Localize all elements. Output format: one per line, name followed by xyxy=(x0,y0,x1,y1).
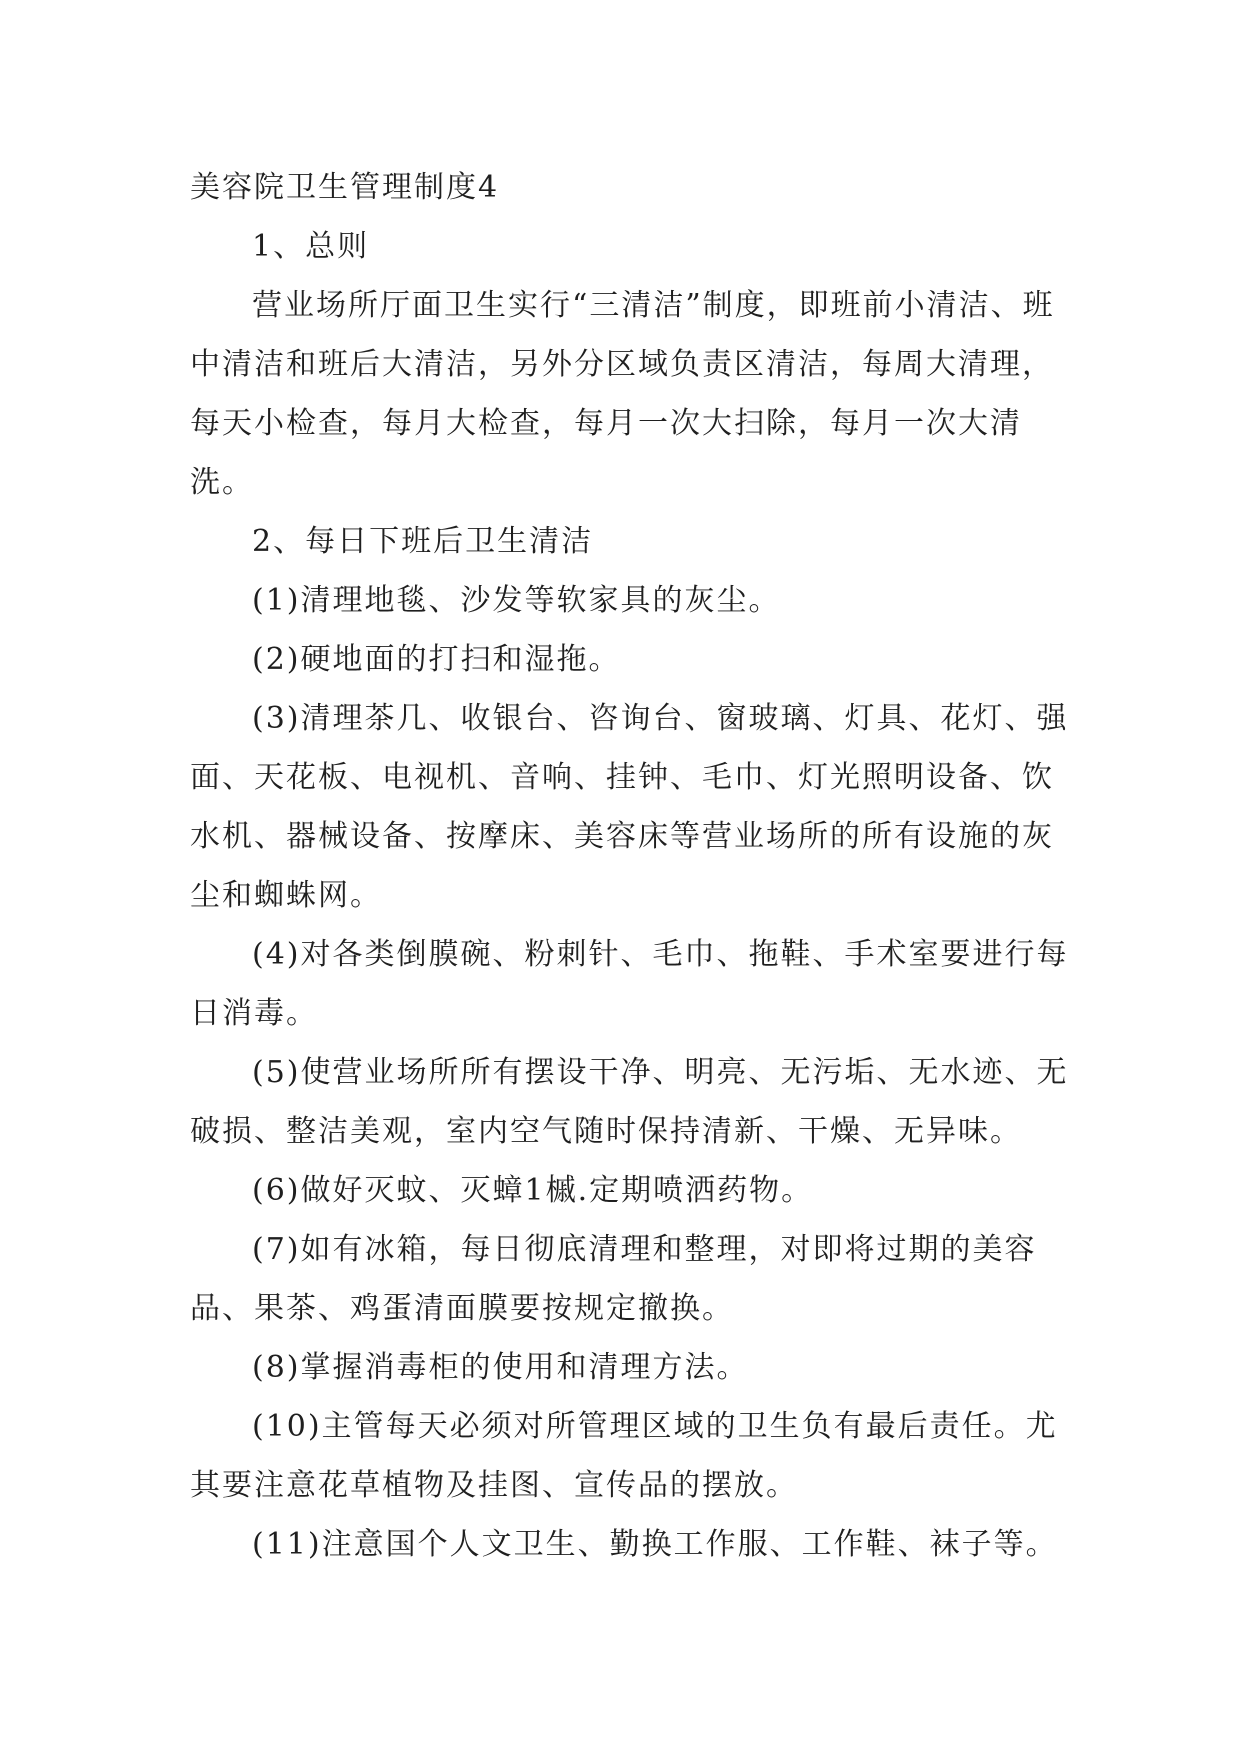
list-item-7: (7)如有冰箱，每日彻底清理和整理，对即将过期的美容品、果茶、鸡蛋清面膜要按规定撤换。 xyxy=(190,1232,1037,1326)
list-item-6: (6)做好灭蚊、灭蟑1槭.定期喷洒药物。 xyxy=(252,1173,814,1208)
list-item-3: (3)清理茶几、收银台、咨询台、窗玻璃、灯具、花灯、强面、天花板、电视机、音响、挂钟、毛巾、灯光照明设备、饮水机、器械设备、按摩床、美容床等营业场所的所有设施的灰尘和蜘蛛网。 xyxy=(190,701,1069,913)
list-item-11: (11)注意国个人文卫生、勤换工作服、工作鞋、袜子等。 xyxy=(252,1527,1058,1562)
document-body xyxy=(190,158,1070,1574)
section-heading-daily-cleaning: 2、每日下班后卫生清洁 xyxy=(252,524,594,559)
document-title: 美容院卫生管理制度4 xyxy=(190,170,500,205)
list-item-10: (10)主管每天必须对所管理区域的卫生负有最后责任。尤其要注意花草植物及挂图、宣传品的摆放。 xyxy=(190,1409,1058,1503)
list-item-2: (2)硬地面的打扫和湿拖。 xyxy=(252,642,621,677)
paragraph-three-cleanings: 营业场所厅面卫生实行“三清洁”制度，即班前小清洁、班中清洁和班后大清洁，另外分区域负责区清洁，每周大清理，每天小检查，每月大检查，每月一次大扫除，每月一次大清洗。 xyxy=(190,288,1055,500)
section-heading-general: 1、总则 xyxy=(252,229,370,264)
list-item-5: (5)使营业场所所有摆设干净、明亮、无污垢、无水迹、无破损、整洁美观，室内空气随时保持清新、干燥、无异味。 xyxy=(190,1055,1069,1149)
list-item-4: (4)对各类倒膜碗、粉刺针、毛巾、拖鞋、手术室要进行每日消毒。 xyxy=(190,937,1069,1031)
list-item-8: (8)掌握消毒柜的使用和清理方法。 xyxy=(252,1350,749,1385)
list-item-1: (1)清理地毯、沙发等软家具的灰尘。 xyxy=(252,583,781,618)
